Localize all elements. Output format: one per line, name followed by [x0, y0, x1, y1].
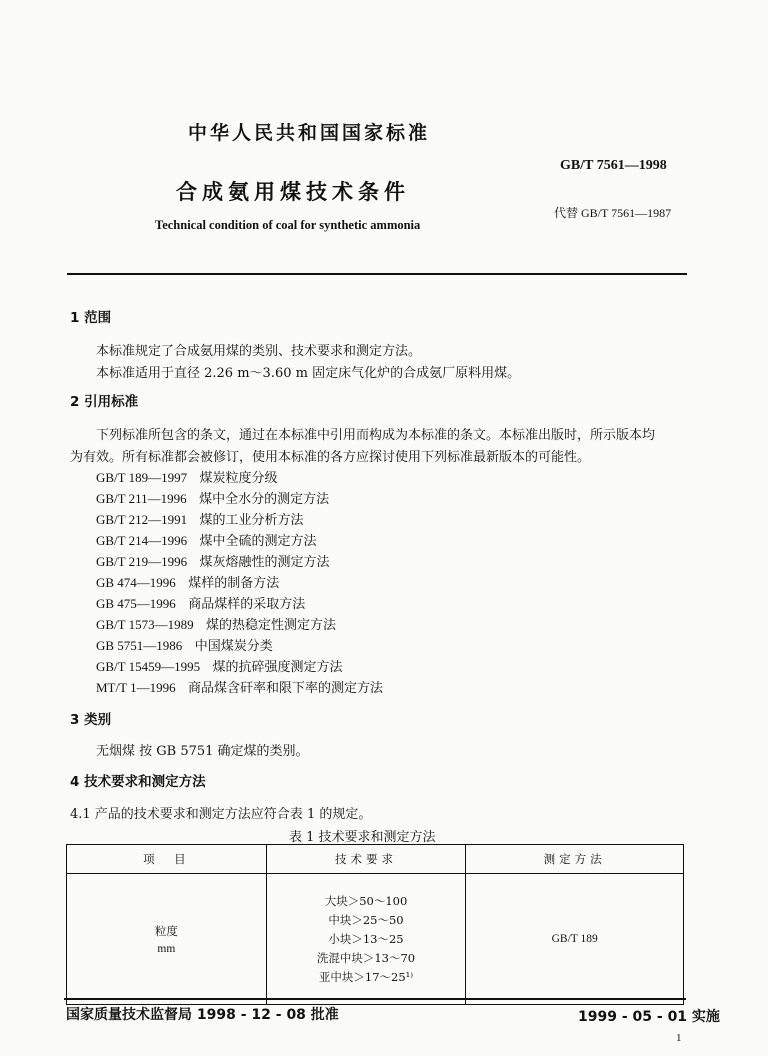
- reference-item: GB 5751—1986 中国煤炭分类: [96, 638, 273, 654]
- section-2-paragraph-line-1: 下列标准所包含的条文，通过在本标准中引用而构成为本标准的条文。本标准出版时，所示版本均: [96, 428, 656, 443]
- item-unit: mm: [157, 943, 176, 955]
- requirement-line: 大块＞50～100: [324, 893, 408, 908]
- requirement-line: 洗混中块＞13～70: [316, 950, 416, 965]
- requirement-line: 中块＞25～50: [328, 912, 404, 927]
- section-1-paragraph-2: 本标准适用于直径 2.26 m～3.60 m 固定床气化炉的合成氨厂原料用煤。: [96, 366, 521, 381]
- section-3-heading: 3 类别: [70, 712, 112, 728]
- method-cell: GB/T 189: [466, 874, 684, 1005]
- column-header-item: 项 目: [67, 845, 267, 874]
- column-header-method: 测定方法: [466, 845, 684, 874]
- reference-item: GB/T 189—1997 煤炭粒度分级: [96, 470, 278, 486]
- reference-item: GB/T 1573—1989 煤的热稳定性测定方法: [96, 617, 337, 633]
- footer-rule: [64, 998, 686, 1000]
- section-2-paragraph-line-2: 为有效。所有标准都会被修订，使用本标准的各方应探讨使用下列标准最新版本的可能性。: [70, 450, 591, 465]
- reference-item: GB/T 214—1996 煤中全硫的测定方法: [96, 533, 317, 549]
- table-header-row: [67, 845, 684, 874]
- english-title: Technical condition of coal for synthetic ammonia: [155, 218, 421, 232]
- spec-table: [66, 844, 684, 1005]
- document-title: 合成氨用煤技术条件: [176, 180, 410, 204]
- item-cell: [67, 874, 267, 1005]
- requirement-line: 亚中块＞17～25¹⁾: [318, 969, 414, 984]
- table-caption: 表 1 技术要求和测定方法: [289, 830, 436, 845]
- approval-note: 国家质量技术监督局 1998 - 12 - 08 批准: [66, 1007, 339, 1023]
- implementation-date: 1999 - 05 - 01 实施: [578, 1009, 720, 1025]
- section-4-heading: 4 技术要求和测定方法: [70, 774, 206, 790]
- replaces-standard: 代替 GB/T 7561—1987: [554, 206, 672, 220]
- reference-item: GB 474—1996 煤样的制备方法: [96, 575, 280, 591]
- section-1-heading: 1 范围: [70, 310, 112, 326]
- header-rule: [67, 273, 687, 275]
- reference-item: GB/T 15459—1995 煤的抗碎强度测定方法: [96, 659, 343, 675]
- reference-item: MT/T 1—1996 商品煤含矸率和限下率的测定方法: [96, 680, 383, 696]
- reference-item: GB/T 211—1996 煤中全水分的测定方法: [96, 491, 330, 507]
- requirement-cell: [266, 874, 466, 1005]
- requirement-line: 小块＞13～25: [328, 931, 404, 946]
- page-number: 1: [676, 1032, 682, 1044]
- item-name: 粒度: [154, 924, 178, 938]
- standard-code: GB/T 7561—1998: [560, 158, 667, 173]
- clause-4-1: 4.1 产品的技术要求和测定方法应符合表 1 的规定。: [70, 807, 372, 822]
- section-3-paragraph: 无烟煤 按 GB 5751 确定煤的类别。: [96, 744, 309, 759]
- national-standard-title: 中华人民共和国国家标准: [188, 122, 431, 144]
- reference-item: GB 475—1996 商品煤样的采取方法: [96, 596, 306, 612]
- reference-item: GB/T 219—1996 煤灰熔融性的测定方法: [96, 554, 330, 570]
- column-header-requirement: 技术要求: [266, 845, 466, 874]
- table-row: [67, 874, 684, 1005]
- section-2-heading: 2 引用标准: [70, 394, 139, 410]
- section-1-paragraph-1: 本标准规定了合成氨用煤的类别、技术要求和测定方法。: [96, 344, 422, 359]
- reference-item: GB/T 212—1991 煤的工业分析方法: [96, 512, 304, 528]
